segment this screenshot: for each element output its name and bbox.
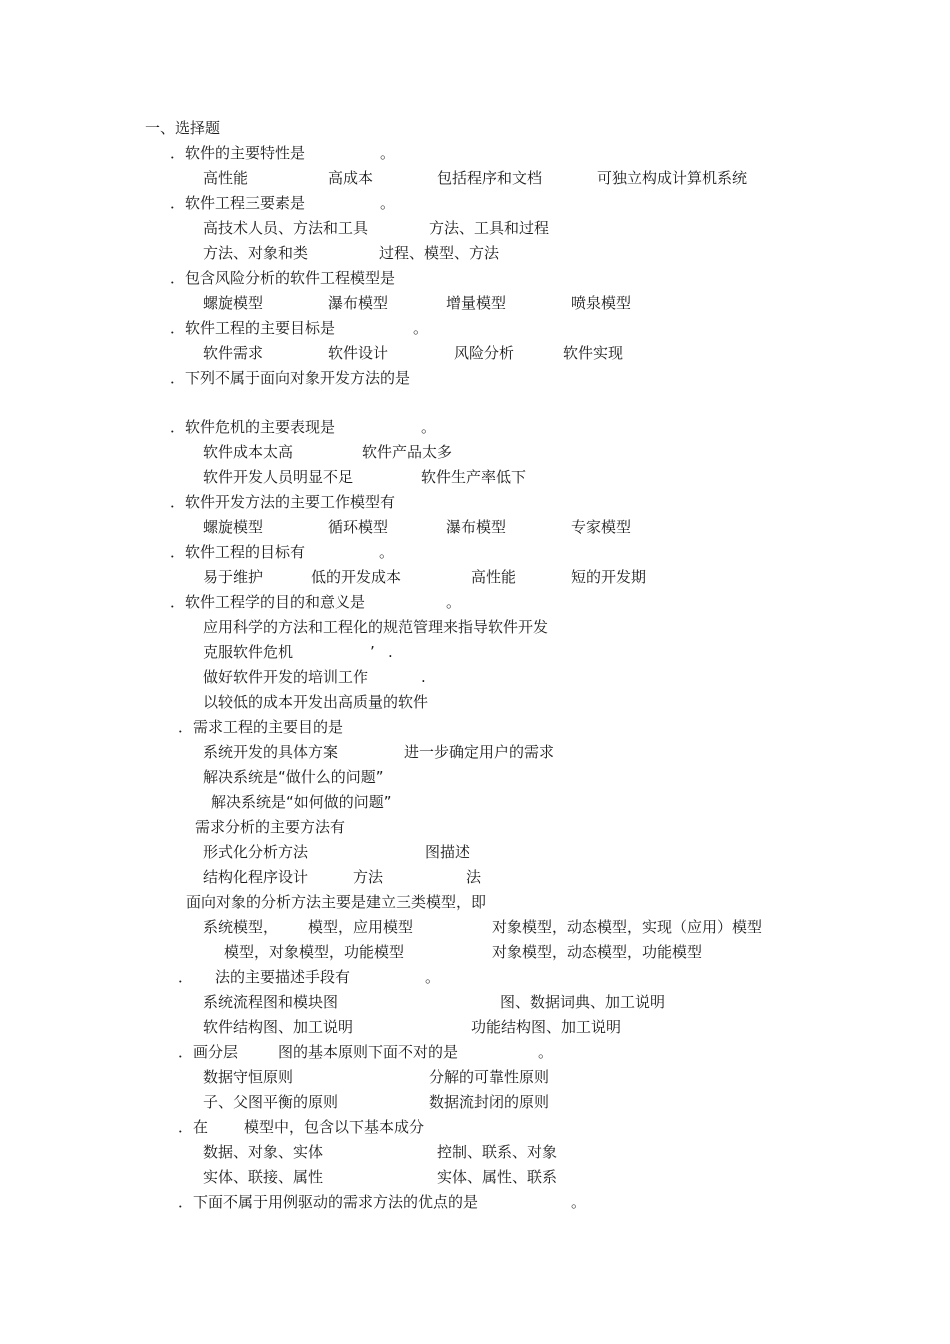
- option-c: 软件结构图、加工说明: [203, 1018, 354, 1036]
- options-13b: [0, 1015, 950, 1039]
- option-c: 结构化程序设计: [203, 868, 309, 886]
- option-d: 过程、模型、方法: [379, 244, 500, 262]
- option-c: 解决系统是“做什么的问题”: [203, 768, 384, 786]
- option-d: 对象模型，动态模型，功能模型: [492, 943, 703, 961]
- option-b: 分解的可靠性原则: [429, 1068, 550, 1086]
- option-a: 数据守恒原则: [203, 1068, 294, 1086]
- options-11b: [0, 865, 950, 889]
- option-a: 软件成本太高: [203, 443, 294, 461]
- question-end: 。: [421, 418, 437, 436]
- question-13: [0, 965, 950, 989]
- question-text: 需求分析的主要方法有: [195, 818, 346, 836]
- option-c: 实体、联接、属性: [203, 1168, 324, 1186]
- option-e: 法: [466, 868, 482, 886]
- options-12b: [0, 940, 950, 964]
- question-7: [0, 490, 950, 514]
- question-4: [0, 316, 950, 340]
- option-d: 软件生产率低下: [421, 468, 527, 486]
- option-d: 专家模型: [571, 518, 632, 536]
- question-12: [0, 890, 950, 914]
- options-13a: [0, 990, 950, 1014]
- option-c: 方法、对象和类: [203, 244, 309, 262]
- options-2a: [0, 216, 950, 240]
- question-end: 。: [446, 593, 462, 611]
- option-b: 方法、工具和过程: [429, 219, 550, 237]
- options-10a: [0, 740, 950, 764]
- option-a: 螺旋模型: [203, 518, 264, 536]
- option-d: 可独立构成计算机系统: [597, 169, 748, 187]
- option-b: 软件设计: [328, 344, 389, 362]
- option-c: 子、父图平衡的原则: [203, 1093, 339, 1111]
- stray-dot: .: [421, 668, 426, 686]
- question-text: ．下列不属于面向对象开发方法的是: [170, 369, 411, 387]
- options-6a: [0, 440, 950, 464]
- question-11: [0, 815, 950, 839]
- question-text: ．需求工程的主要目的是: [178, 718, 344, 736]
- question-text: 法的主要描述手段有: [215, 968, 351, 986]
- question-2: [0, 191, 950, 215]
- stray-mark: ’: [370, 643, 375, 661]
- options-1: [0, 166, 950, 190]
- stray-dot: .: [388, 643, 393, 661]
- option-d: 喷泉模型: [571, 294, 632, 312]
- option-a: 高技术人员、方法和工具: [203, 219, 369, 237]
- question-end: 。: [413, 319, 429, 337]
- question-1: [0, 141, 950, 165]
- question-text: ．软件工程的主要目标是: [170, 319, 336, 337]
- option-d: 功能结构图、加工说明: [471, 1018, 622, 1036]
- options-10d: [0, 790, 950, 814]
- question-end: 。: [425, 968, 441, 986]
- question-text: ．软件工程的目标有: [170, 543, 306, 561]
- option-b: 对象模型，动态模型，实现（应用）模型: [492, 918, 763, 936]
- option-a: 应用科学的方法和工程化的规范管理来指导软件开发: [203, 618, 549, 636]
- options-11a: [0, 840, 950, 864]
- options-8: [0, 565, 950, 589]
- question-text: 面向对象的分析方法主要是建立三类模型，即: [186, 893, 487, 911]
- question-14: [0, 1040, 950, 1064]
- option-a: 螺旋模型: [203, 294, 264, 312]
- option-d: 实体、属性、联系: [437, 1168, 558, 1186]
- option-d: 以较低的成本开发出高质量的软件: [203, 693, 429, 711]
- question-text: ．包含风险分析的软件工程模型是: [170, 269, 396, 287]
- question-text-cont: 图的基本原则下面不对的是: [278, 1043, 459, 1061]
- options-12a: [0, 915, 950, 939]
- option-9a-line: [0, 615, 950, 639]
- options-10c: [0, 765, 950, 789]
- question-8: [0, 540, 950, 564]
- question-end: 。: [380, 144, 396, 162]
- options-14b: [0, 1090, 950, 1114]
- question-marker: ．: [178, 968, 194, 986]
- question-text: ．在: [178, 1118, 209, 1136]
- option-a: 形式化分析方法: [203, 843, 309, 861]
- option-c: 增量模型: [446, 294, 507, 312]
- options-6b: [0, 465, 950, 489]
- option-a: 高性能: [203, 169, 249, 187]
- question-text-cont: 模型中，包含以下基本成分: [244, 1118, 425, 1136]
- question-16: [0, 1190, 950, 1214]
- question-5: [0, 366, 950, 390]
- options-15a: [0, 1140, 950, 1164]
- question-text: ．软件工程三要素是: [170, 194, 306, 212]
- options-4: [0, 341, 950, 365]
- option-c: 包括程序和文档: [437, 169, 543, 187]
- option-c: 做好软件开发的培训工作: [203, 668, 369, 686]
- option-d: 短的开发期: [571, 568, 647, 586]
- question-6: [0, 415, 950, 439]
- options-15b: [0, 1165, 950, 1189]
- option-d: 数据流封闭的原则: [429, 1093, 550, 1111]
- option-a-cont: 模型，应用模型: [308, 918, 414, 936]
- option-b: 软件产品太多: [362, 443, 453, 461]
- question-3: [0, 266, 950, 290]
- question-text: ．软件的主要特性是: [170, 144, 306, 162]
- option-c: 瀑布模型: [446, 518, 507, 536]
- option-a: 系统开发的具体方案: [203, 743, 339, 761]
- option-b: 克服软件危机: [203, 643, 294, 661]
- question-end: 。: [571, 1193, 587, 1211]
- question-end: 。: [538, 1043, 554, 1061]
- option-a: 软件需求: [203, 344, 264, 362]
- option-9c-line: [0, 665, 950, 689]
- option-9d-line: [0, 690, 950, 714]
- option-a: 系统流程图和模块图: [203, 993, 339, 1011]
- question-text: ．软件危机的主要表现是: [170, 418, 336, 436]
- options-7: [0, 515, 950, 539]
- option-c: 风险分析: [454, 344, 515, 362]
- question-end: 。: [380, 194, 396, 212]
- options-14a: [0, 1065, 950, 1089]
- option-a: 系统模型，: [203, 918, 279, 936]
- option-b: 图描述: [425, 843, 471, 861]
- option-a: 数据、对象、实体: [203, 1143, 324, 1161]
- option-b: 低的开发成本: [311, 568, 402, 586]
- question-end: 。: [379, 543, 395, 561]
- question-15: [0, 1115, 950, 1139]
- option-9b-line: [0, 640, 950, 664]
- option-c: 高性能: [471, 568, 517, 586]
- option-b: 图、数据词典、加工说明: [500, 993, 666, 1011]
- question-9: [0, 590, 950, 614]
- option-d: 方法: [353, 868, 384, 886]
- section-title-line: [0, 116, 950, 140]
- question-10: [0, 715, 950, 739]
- option-c: 软件开发人员明显不足: [203, 468, 354, 486]
- question-text: ．下面不属于用例驱动的需求方法的优点的是: [178, 1193, 479, 1211]
- option-d: 软件实现: [563, 344, 624, 362]
- question-text: ．软件开发方法的主要工作模型有: [170, 493, 396, 511]
- question-text: ．画分层: [178, 1043, 239, 1061]
- option-d: 解决系统是“如何做的问题”: [211, 793, 392, 811]
- question-text: ．软件工程学的目的和意义是: [170, 593, 366, 611]
- options-3: [0, 291, 950, 315]
- option-b: 循环模型: [328, 518, 389, 536]
- option-a: 易于维护: [203, 568, 264, 586]
- option-b: 瀑布模型: [328, 294, 389, 312]
- option-c: 模型，对象模型，功能模型: [224, 943, 405, 961]
- options-2b: [0, 241, 950, 265]
- section-title: 一、选择题: [145, 119, 221, 137]
- option-b: 高成本: [328, 169, 374, 187]
- option-b: 进一步确定用户的需求: [404, 743, 555, 761]
- option-b: 控制、联系、对象: [437, 1143, 558, 1161]
